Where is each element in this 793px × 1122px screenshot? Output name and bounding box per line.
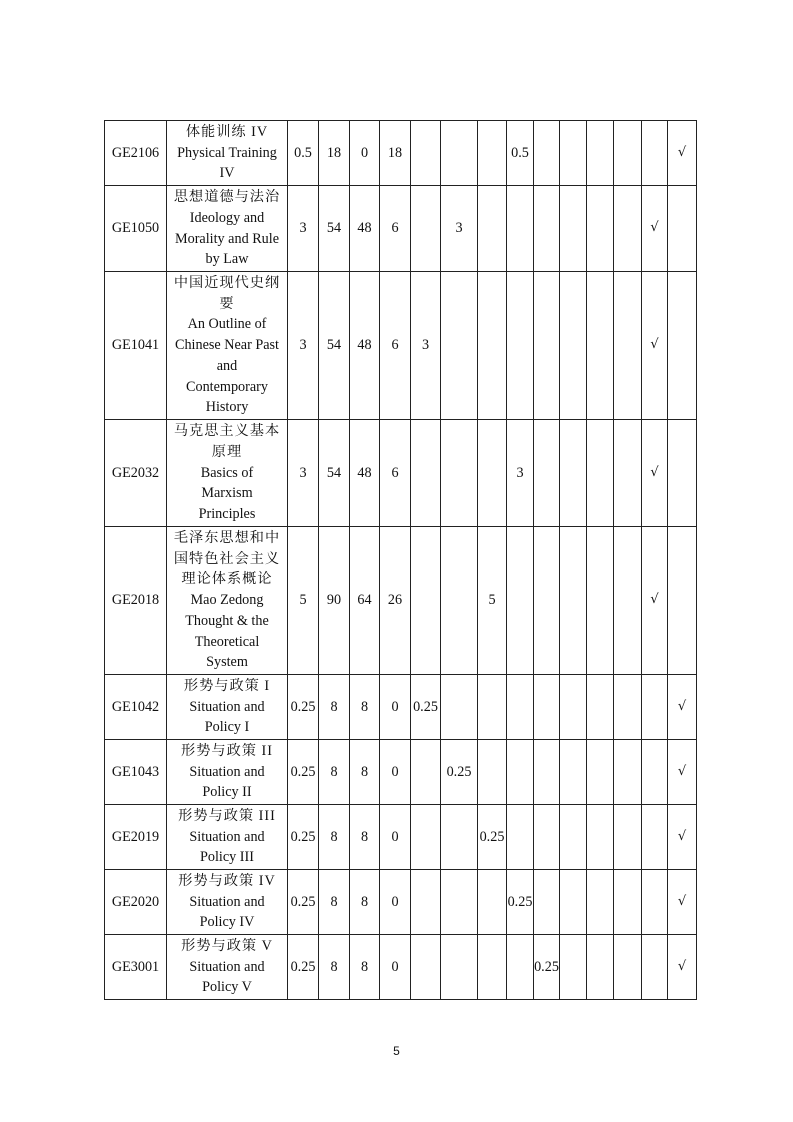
course-code-cell: GE1050 — [105, 186, 167, 272]
check-mark-cell: √ — [668, 675, 697, 740]
course-name-line: Situation and — [189, 698, 265, 715]
table-row — [105, 121, 697, 186]
course-name-line: 形势与政策 II — [181, 742, 273, 759]
value-cell — [441, 675, 478, 740]
check-mark-cell: √ — [668, 870, 697, 935]
value-cell — [587, 805, 614, 870]
course-name-line: 形势与政策 III — [178, 807, 276, 824]
value-cell — [642, 935, 668, 1000]
value-cell: 0.5 — [288, 121, 319, 186]
value-cell: 8 — [350, 805, 380, 870]
value-cell — [507, 186, 534, 272]
course-name-line: Policy I — [204, 719, 250, 736]
value-cell — [441, 935, 478, 1000]
value-cell — [534, 740, 560, 805]
course-name-line: 理论体系概论 — [181, 571, 273, 588]
course-name-cell — [167, 805, 288, 870]
table-row — [105, 527, 697, 675]
value-cell: 0.25 — [534, 935, 560, 1000]
value-cell — [614, 420, 642, 527]
course-name-line: Situation and — [189, 958, 265, 975]
value-cell — [478, 186, 507, 272]
value-cell: 26 — [380, 527, 411, 675]
course-name-line: Policy V — [202, 979, 252, 996]
value-cell: 8 — [319, 675, 350, 740]
value-cell — [478, 870, 507, 935]
value-cell — [614, 527, 642, 675]
course-name-line: 形势与政策 IV — [178, 872, 276, 889]
value-cell — [534, 870, 560, 935]
page-number: 5 — [393, 1044, 400, 1058]
value-cell: 0.25 — [507, 870, 534, 935]
value-cell — [534, 805, 560, 870]
course-name-line: 要 — [219, 295, 235, 312]
value-cell — [411, 935, 441, 1000]
course-name-line: History — [205, 399, 249, 416]
value-cell — [411, 420, 441, 527]
value-cell — [614, 272, 642, 420]
value-cell — [614, 740, 642, 805]
value-cell — [441, 870, 478, 935]
value-cell: 3 — [288, 272, 319, 420]
value-cell — [534, 527, 560, 675]
value-cell — [534, 121, 560, 186]
check-mark-cell: √ — [642, 186, 668, 272]
course-name-line: by Law — [205, 251, 249, 268]
table-row — [105, 740, 697, 805]
course-name-cell — [167, 675, 288, 740]
value-cell: 0.25 — [288, 870, 319, 935]
value-cell — [587, 870, 614, 935]
value-cell — [614, 935, 642, 1000]
course-name-line: 国特色社会主义 — [173, 550, 281, 567]
value-cell: 8 — [319, 870, 350, 935]
value-cell — [642, 870, 668, 935]
value-cell — [668, 420, 697, 527]
value-cell — [614, 675, 642, 740]
course-code-cell: GE2032 — [105, 420, 167, 527]
value-cell — [411, 805, 441, 870]
value-cell: 3 — [507, 420, 534, 527]
value-cell: 18 — [319, 121, 350, 186]
value-cell: 8 — [319, 740, 350, 805]
value-cell — [478, 675, 507, 740]
course-name-line: Policy III — [200, 849, 254, 866]
course-name-cell — [167, 935, 288, 1000]
value-cell: 90 — [319, 527, 350, 675]
value-cell — [587, 186, 614, 272]
value-cell — [560, 805, 587, 870]
value-cell — [441, 272, 478, 420]
value-cell — [560, 675, 587, 740]
course-name-line: 形势与政策 V — [181, 937, 273, 954]
course-code-cell: GE1043 — [105, 740, 167, 805]
value-cell — [441, 420, 478, 527]
course-code-cell: GE2106 — [105, 121, 167, 186]
value-cell — [668, 527, 697, 675]
value-cell: 8 — [350, 935, 380, 1000]
value-cell — [560, 870, 587, 935]
value-cell — [411, 740, 441, 805]
course-name-line: Situation and — [189, 828, 265, 845]
check-mark-cell: √ — [642, 527, 668, 675]
course-name-line: 原理 — [211, 443, 243, 460]
value-cell — [441, 805, 478, 870]
course-name-line: Morality and Rule — [174, 230, 280, 247]
course-name-line: Thought & the — [185, 612, 269, 629]
value-cell: 5 — [288, 527, 319, 675]
value-cell: 6 — [380, 186, 411, 272]
value-cell: 6 — [380, 272, 411, 420]
value-cell — [587, 935, 614, 1000]
course-code-cell: GE3001 — [105, 935, 167, 1000]
course-code-cell: GE2018 — [105, 527, 167, 675]
value-cell: 3 — [441, 186, 478, 272]
course-name-line: 毛泽东思想和中 — [173, 529, 281, 546]
value-cell — [668, 186, 697, 272]
value-cell — [478, 740, 507, 805]
course-name-line: and — [216, 357, 238, 374]
course-name-line: Marxism — [201, 485, 253, 502]
value-cell: 54 — [319, 272, 350, 420]
value-cell — [560, 740, 587, 805]
course-name-line: System — [206, 654, 248, 671]
value-cell: 0.25 — [441, 740, 478, 805]
course-name-cell — [167, 272, 288, 420]
value-cell: 0 — [350, 121, 380, 186]
value-cell — [560, 420, 587, 527]
value-cell — [614, 870, 642, 935]
value-cell — [507, 805, 534, 870]
value-cell — [668, 272, 697, 420]
value-cell: 0.25 — [478, 805, 507, 870]
value-cell — [642, 805, 668, 870]
value-cell: 3 — [288, 420, 319, 527]
value-cell — [507, 675, 534, 740]
value-cell — [587, 527, 614, 675]
value-cell: 54 — [319, 420, 350, 527]
course-name-line: 马克思主义基本 — [173, 423, 281, 439]
course-name-cell — [167, 121, 288, 186]
course-code-cell: GE2020 — [105, 870, 167, 935]
value-cell: 0 — [380, 870, 411, 935]
course-code-cell: GE2019 — [105, 805, 167, 870]
course-name-line: Chinese Near Past — [174, 337, 280, 354]
course-name-line: Physical Training — [177, 144, 277, 161]
value-cell: 3 — [411, 272, 441, 420]
course-name-cell — [167, 870, 288, 935]
check-mark-cell: √ — [668, 740, 697, 805]
course-name-line: Policy II — [202, 784, 252, 801]
course-name-line: Principles — [198, 506, 256, 523]
course-name-line: Ideology and — [189, 209, 265, 226]
value-cell — [587, 121, 614, 186]
course-name-line: 思想道德与法治 — [173, 188, 281, 205]
course-name-cell — [167, 740, 288, 805]
value-cell — [642, 121, 668, 186]
value-cell — [614, 805, 642, 870]
value-cell — [587, 740, 614, 805]
value-cell: 0 — [380, 935, 411, 1000]
check-mark-cell: √ — [668, 121, 697, 186]
value-cell: 18 — [380, 121, 411, 186]
course-code-cell: GE1041 — [105, 272, 167, 420]
value-cell — [478, 121, 507, 186]
value-cell — [441, 121, 478, 186]
value-cell: 0 — [380, 805, 411, 870]
course-name-line: 中国近现代史纲 — [173, 274, 281, 291]
course-name-line: 体能训练 IV — [185, 123, 269, 140]
course-name-line: Policy IV — [199, 914, 255, 931]
value-cell — [642, 675, 668, 740]
table-row — [105, 870, 697, 935]
value-cell: 0 — [380, 675, 411, 740]
value-cell — [587, 675, 614, 740]
value-cell — [441, 527, 478, 675]
value-cell — [507, 272, 534, 420]
value-cell — [534, 186, 560, 272]
table-row — [105, 420, 697, 527]
value-cell: 8 — [319, 935, 350, 1000]
course-name-line: Situation and — [189, 763, 265, 780]
value-cell — [560, 527, 587, 675]
value-cell — [411, 870, 441, 935]
course-code-cell: GE1042 — [105, 675, 167, 740]
table-row — [105, 186, 697, 272]
course-name-cell — [167, 186, 288, 272]
value-cell — [642, 740, 668, 805]
value-cell — [614, 121, 642, 186]
course-name-line: Contemporary — [186, 378, 268, 395]
value-cell — [411, 121, 441, 186]
course-name-line: Theoretical — [194, 633, 260, 650]
value-cell: 6 — [380, 420, 411, 527]
table-row — [105, 935, 697, 1000]
value-cell — [411, 527, 441, 675]
value-cell: 48 — [350, 186, 380, 272]
value-cell: 8 — [350, 870, 380, 935]
course-name-line: Situation and — [189, 893, 265, 910]
value-cell — [507, 935, 534, 1000]
course-name-line: 形势与政策 I — [183, 677, 271, 694]
value-cell: 0.25 — [288, 675, 319, 740]
value-cell — [507, 740, 534, 805]
course-name-line: Basics of — [200, 464, 254, 481]
value-cell: 0 — [380, 740, 411, 805]
check-mark-cell: √ — [642, 420, 668, 527]
table-row — [105, 805, 697, 870]
value-cell: 54 — [319, 186, 350, 272]
course-table — [104, 120, 697, 1000]
value-cell: 64 — [350, 527, 380, 675]
value-cell — [587, 420, 614, 527]
course-name-line: An Outline of — [187, 316, 267, 333]
course-name-line: IV — [219, 165, 235, 182]
check-mark-cell: √ — [668, 935, 697, 1000]
table-row — [105, 675, 697, 740]
value-cell: 3 — [288, 186, 319, 272]
value-cell — [560, 186, 587, 272]
value-cell — [560, 121, 587, 186]
value-cell: 5 — [478, 527, 507, 675]
value-cell: 8 — [350, 740, 380, 805]
value-cell — [614, 186, 642, 272]
value-cell: 0.25 — [288, 740, 319, 805]
value-cell: 0.25 — [411, 675, 441, 740]
value-cell — [534, 272, 560, 420]
course-name-cell — [167, 420, 288, 527]
value-cell — [587, 272, 614, 420]
value-cell: 0.5 — [507, 121, 534, 186]
value-cell: 48 — [350, 272, 380, 420]
value-cell — [478, 935, 507, 1000]
value-cell — [534, 675, 560, 740]
value-cell — [560, 935, 587, 1000]
value-cell — [478, 420, 507, 527]
value-cell: 8 — [350, 675, 380, 740]
value-cell — [411, 186, 441, 272]
value-cell — [507, 527, 534, 675]
course-name-cell — [167, 527, 288, 675]
value-cell: 48 — [350, 420, 380, 527]
value-cell: 0.25 — [288, 935, 319, 1000]
value-cell — [560, 272, 587, 420]
course-name-line: Mao Zedong — [190, 592, 264, 609]
value-cell: 0.25 — [288, 805, 319, 870]
check-mark-cell: √ — [668, 805, 697, 870]
value-cell: 8 — [319, 805, 350, 870]
value-cell — [478, 272, 507, 420]
check-mark-cell: √ — [642, 272, 668, 420]
table-row — [105, 272, 697, 420]
value-cell — [534, 420, 560, 527]
